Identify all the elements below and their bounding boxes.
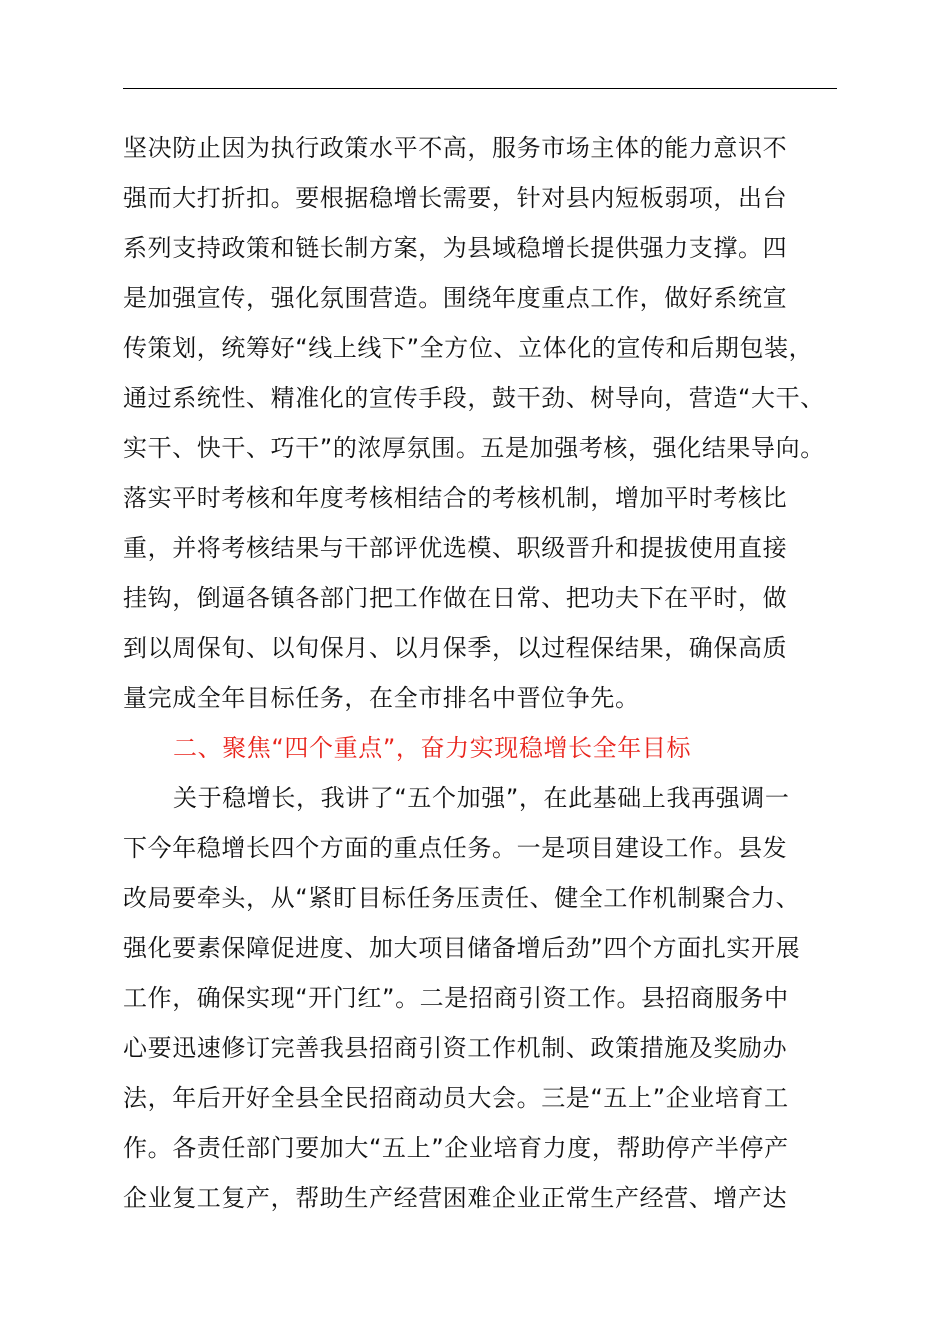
text-line: 强而大打折扣。要根据稳增长需要，针对县内短板弱项，出台 (123, 184, 788, 212)
text-line: 重，并将考核结果与干部评优选模、职级晋升和提拔使用直接 (123, 534, 788, 562)
text-line: 改局要牵头，从“紧盯目标任务压责任、健全工作机制聚合力、 (123, 884, 801, 912)
header-rule (123, 88, 837, 89)
text-line: 挂钩，倒逼各镇各部门把工作做在日常、把功夫下在平时，做 (123, 584, 788, 612)
text-line: 到以周保旬、以旬保月、以月保季，以过程保结果，确保高质 (123, 634, 788, 662)
section-heading: 二、聚焦“四个重点”，奋力实现稳增长全年目标 (173, 734, 692, 762)
text-line: 心要迅速修订完善我县招商引资工作机制、政策措施及奖励办 (123, 1034, 788, 1062)
text-line: 下今年稳增长四个方面的重点任务。一是项目建设工作。县发 (123, 834, 788, 862)
text-line: 量完成全年目标任务，在全市排名中晋位争先。 (123, 684, 640, 712)
paragraph-first-line: 关于稳增长，我讲了“五个加强”，在此基础上我再强调一 (173, 784, 790, 812)
text-line: 实干、快干、巧干”的浓厚氛围。五是加强考核，强化结果导向。 (123, 434, 825, 462)
text-line: 企业复工复产，帮助生产经营困难企业正常生产经营、增产达 (123, 1184, 788, 1212)
text-line: 是加强宣传，强化氛围营造。围绕年度重点工作，做好系统宣 (123, 284, 788, 312)
text-line: 通过系统性、精准化的宣传手段，鼓干劲、树导向，营造“大干、 (123, 384, 825, 412)
text-line: 强化要素保障促进度、加大项目储备增后劲”四个方面扎实开展 (123, 934, 801, 962)
text-line: 坚决防止因为执行政策水平不高，服务市场主体的能力意识不 (123, 134, 788, 162)
text-line: 法，年后开好全县全民招商动员大会。三是“五上”企业培育工 (123, 1084, 789, 1112)
text-line: 工作，确保实现“开门红”。二是招商引资工作。县招商服务中 (123, 984, 789, 1012)
text-line: 作。各责任部门要加大“五上”企业培育力度，帮助停产半停产 (123, 1134, 789, 1162)
body-text (123, 123, 837, 1223)
text-line: 落实平时考核和年度考核相结合的考核机制，增加平时考核比 (123, 484, 788, 512)
text-line: 传策划，统筹好“线上线下”全方位、立体化的宣传和后期包装， (123, 334, 814, 362)
text-line: 系列支持政策和链长制方案，为县域稳增长提供强力支撑。四 (123, 234, 788, 262)
